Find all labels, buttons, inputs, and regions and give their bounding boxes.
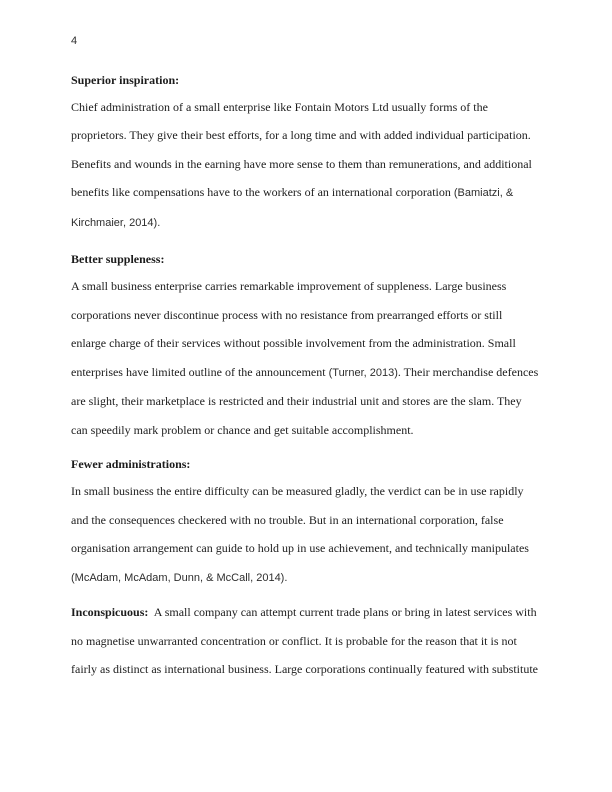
section-heading: Better suppleness: <box>71 252 165 266</box>
body-line: can speedily mark problem or chance and get suitable accomplishment. <box>71 422 414 437</box>
body-line: no magnetise unwarranted concentration or conflict. It is probable for the reason that it is not <box>71 633 517 648</box>
section-heading: Fewer administrations: <box>71 457 191 471</box>
body-line <box>71 178 540 208</box>
body-line: corporations never discontinue process with no resistance from prearranged efforts or still <box>71 307 503 322</box>
section-superior-inspiration <box>71 67 540 238</box>
body-text: benefits like compensations have to the workers of an international corporation <box>71 185 454 199</box>
body-line: proprietors. They give their best efforts, for a long time and with added individual participation. <box>71 128 531 142</box>
body-line <box>71 208 540 238</box>
body-line <box>71 563 540 593</box>
body-line: A small business enterprise carries remarkable improvement of suppleness. Large business <box>71 279 507 293</box>
body-text: . Their merchandise defences <box>397 364 539 379</box>
citation: (Bamiatzi, & <box>453 187 514 199</box>
section-heading: Superior inspiration: <box>71 72 180 87</box>
body-line: organisation arrangement can guide to hold up in use achievement, and technically manipulates <box>71 541 529 555</box>
body-line: Benefits and wounds in the earning have more sense to them than remunerations, and additional <box>71 156 532 171</box>
section-better-suppleness <box>71 246 540 444</box>
body-text: A small company can attempt current trade plans or bring in latest services with <box>148 605 537 619</box>
citation: (Turner, 2013) <box>328 366 398 379</box>
body-line <box>71 598 540 627</box>
body-line <box>71 358 540 388</box>
body-line: Chief administration of a small enterprise like Fontain Motors Ltd usually forms of the <box>71 99 488 114</box>
citation: Kirchmaier, 2014). <box>71 216 161 229</box>
body-line: and the consequences checkered with no trouble. But in an international corporation, false <box>71 512 504 527</box>
section-inconspicuous <box>71 598 540 684</box>
body-line: enlarge charge of their services without possible involvement from the administration. Small <box>71 336 516 350</box>
page-number: 4 <box>71 35 78 47</box>
body-line: In small business the entire difficulty can be measured gladly, the verdict can be in use rapidly <box>71 484 524 498</box>
citation: (McAdam, McAdam, Dunn, & McCall, 2014). <box>71 571 288 584</box>
body-line: fairly as distinct as international business. Large corporations continually featured with substitute <box>71 662 538 676</box>
body-line: are slight, their marketplace is restricted and their industrial unit and stores are the slam. They <box>71 394 522 408</box>
body-text: enterprises have limited outline of the announcement <box>71 364 329 379</box>
inline-section-heading: Inconspicuous: <box>71 605 149 619</box>
section-fewer-administrations <box>71 451 540 592</box>
